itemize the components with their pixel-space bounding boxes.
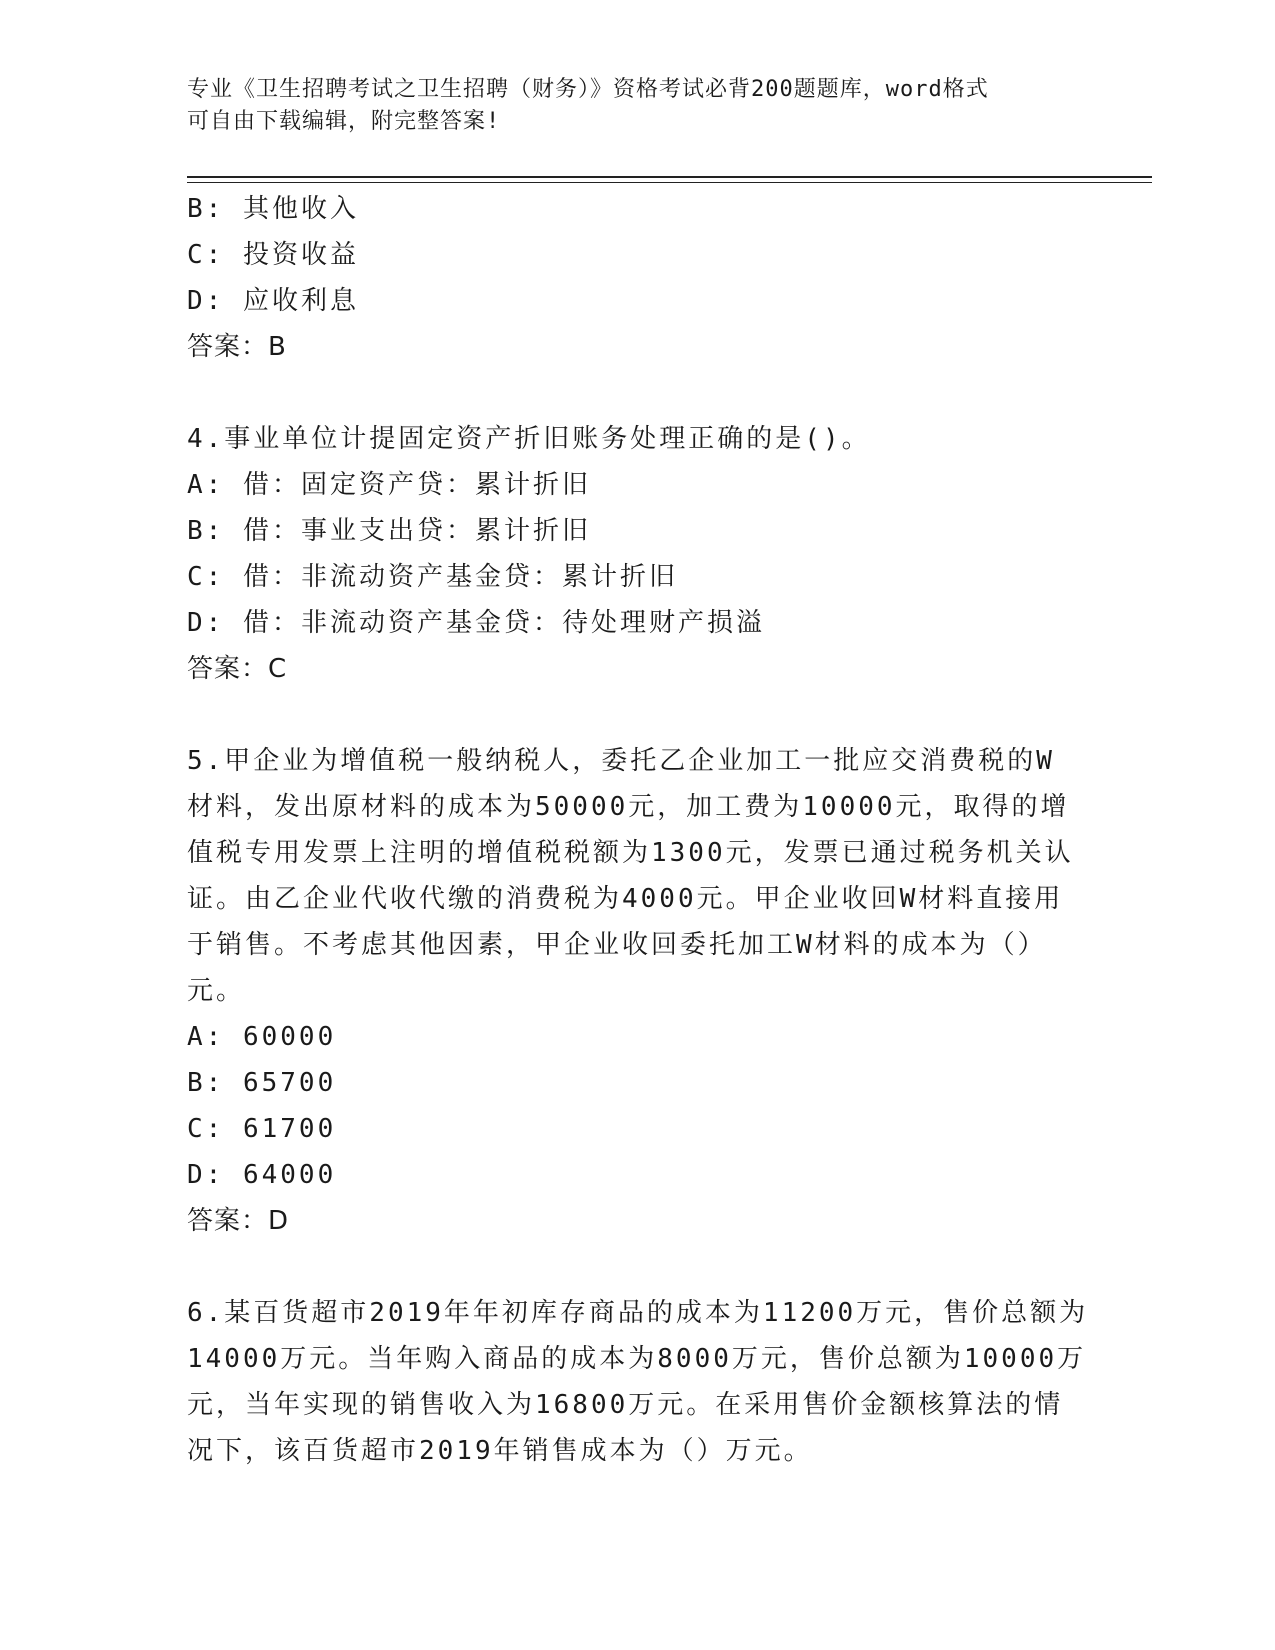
question-stem: 4.事业单位计提固定资产折旧账务处理正确的是()。 [187,424,871,454]
option-c: C: 投资收益 [187,240,359,270]
option-d: D: 应收利息 [187,286,359,316]
question-stem-line: 况下，该百货超市2019年销售成本为（）万元。 [187,1436,813,1466]
question-6 [187,1290,1087,1474]
option-c: C: 借：非流动资产基金贷：累计折旧 [187,562,678,592]
header-rule-thin [187,182,1152,183]
question-stem-line: 6.某百货超市2019年年初库存商品的成本为11200万元，售价总额为 [187,1298,1089,1328]
question-stem-line: 于销售。不考虑其他因素，甲企业收回委托加工W材料的成本为（） [187,930,1047,960]
question-stem-line: 14000万元。当年购入商品的成本为8000万元，售价总额为10000万 [187,1344,1087,1374]
header-line-2: 可自由下载编辑，附完整答案! [187,109,501,134]
option-d: D: 借：非流动资产基金贷：待处理财产损溢 [187,608,765,638]
question-4 [187,416,1087,692]
option-b: B: 借：事业支出贷：累计折旧 [187,516,591,546]
answer: 答案：B [187,332,287,362]
question-stem-line: 元，当年实现的销售收入为16800万元。在采用售价金额核算法的情 [187,1390,1064,1420]
question-3 [187,186,1087,370]
spacer [187,1244,1087,1290]
spacer [187,370,1087,416]
option-d: D: 64000 [187,1160,337,1190]
question-5 [187,738,1087,1244]
question-stem-line: 5.甲企业为增值税一般纳税人，委托乙企业加工一批应交消费税的W [187,746,1055,776]
option-a: A: 借：固定资产贷：累计折旧 [187,470,591,500]
option-b: B: 65700 [187,1068,337,1098]
question-list [187,186,1087,1474]
question-stem-line: 材料，发出原材料的成本为50000元，加工费为10000元，取得的增 [187,792,1070,822]
header-rule-thick [187,176,1152,178]
question-stem-line: 值税专用发票上注明的增值税税额为1300元，发票已通过税务机关认 [187,838,1074,868]
option-a: A: 60000 [187,1022,337,1052]
option-c: C: 61700 [187,1114,337,1144]
answer: 答案：D [187,1206,290,1236]
document-header [187,74,1087,138]
spacer [187,692,1087,738]
option-b: B: 其他收入 [187,194,359,224]
question-stem-line: 元。 [187,976,246,1006]
answer: 答案：C [187,654,288,684]
question-stem-line: 证。由乙企业代收代缴的消费税为4000元。甲企业收回W材料直接用 [187,884,1064,914]
header-line-1: 专业《卫生招聘考试之卫生招聘（财务）》资格考试必背200题题库，word格式 [187,77,989,102]
